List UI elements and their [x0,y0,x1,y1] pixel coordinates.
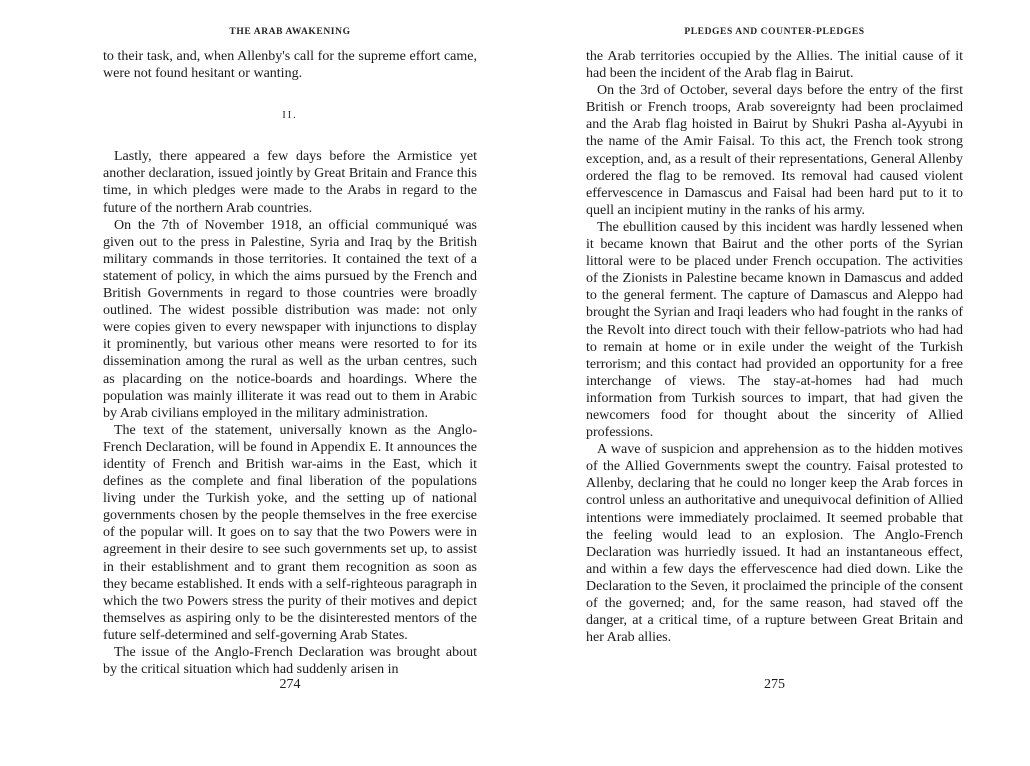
paragraph: On the 7th of November 1918, an official communiqué was given out to the press in Palestine, Syria and Iraq by the British military commands in those territories. It contained the text of a statement of policy, in which the aims pursued by the French and British Governments in regard to those countries were broadly outlined. The widest possible distribution was made: not only were copies given to every newspaper with injunctions to display it prominently, but various other means were resorted to for its dissemination among the rural as well as the urban centres, such as placarding on the notice-boards and hoardings. Where the population was mainly illiterate it was read out to them in Arabic by Arab civilians employed in the military administration. [103,217,477,421]
left-page-body [103,48,477,678]
running-head-left: THE ARAB AWAKENING [229,27,351,37]
paragraph: the Arab territories occupied by the Allies. The initial cause of it had been the incident of the Arab flag in Bairut. [586,49,963,82]
paragraph: The issue of the Anglo-French Declaration was brought about by the critical situation which had suddenly arisen in [103,645,477,678]
paragraph: The text of the statement, universally known as the Anglo-French Declaration, will be found in Appendix E. It announces the identity of French and British war-aims in the East, which it defines as the complete and final liberation of the populations living under the Turkish yoke, and the setting up of national governments chosen by the people themselves in the free exercise of the popular will. It goes on to say that the two Powers were in agreement in their desire to see such governments set up, to assist in their establishment and to grant them recognition as soon as they became established. It ends with a self-righteous paragraph in which the two Powers stress the purity of their motives and depict themselves as aspiring only to be the disinterested mentors of the future self-determined and self-governing Arab States. [103,422,477,643]
page-number-left: 274 [279,677,301,692]
running-head-right: PLEDGES AND COUNTER-PLEDGES [684,27,865,37]
section-number: II. [282,110,298,122]
page-number-right: 275 [764,677,785,692]
right-page-body [586,48,963,646]
paragraph: The ebullition caused by this incident was hardly lessened when it became known that Bairut and the other ports of the Syrian littoral were to be placed under French occupation. The activities of the Zionists in Palestine became known in Damascus and added to the general ferment. The capture of Damascus and Aleppo had brought the Syrian and Iraqi leaders who had fought in the ranks of the Revolt into direct touch with their fellow-patriots who had had to remain at home or in exile under the weight of the Turkish terrorism; and this contact had provided an opportunity for a free interchange of views. The stay-at-homes had had much information from Turkish sources to impart, that had given the newcomers food for thought about the sincerity of Allied professions. [586,219,963,441]
paragraph: Lastly, there appeared a few days before the Armistice yet another declaration, issued jointly by Great Britain and France this time, in which pledges were made to the Arabs in regard to the future of the northern Arab countries. [103,149,477,216]
paragraph: On the 3rd of October, several days before the entry of the first British or French troops, Arab sovereignty had been proclaimed and the Arab flag hoisted in Bairut by Shukri Pasha al-Ayyubi in the name of the Amir Faisal. To this act, the French took strong exception, and, as a result of their representations, General Allenby ordered the flag to be removed. Its removal had caused violent effervescence in Damascus and Faisal had been hard put to it to quell an incipient mutiny in the ranks of his army. [586,83,963,218]
paragraph: to their task, and, when Allenby's call for the supreme effort came, were not found hesitant or wanting. [103,49,477,82]
paragraph: A wave of suspicion and apprehension as to the hidden motives of the Allied Governments swept the country. Faisal protested to Allenby, declaring that he could no longer keep the Arab forces in control unless an authoritative and unequivocal definition of Allied intentions were immediately proclaimed. It seemed probable that the feeling would lead to an explosion. The Anglo-French Declaration was hurriedly issued. It had an instantaneous effect, and within a few days the effervescence had died down. Like the Declaration to the Seven, it proclaimed the principle of the consent of the governed; and, for the same reason, had staved off the danger, at a critical time, of a rupture between Great Britain and her Arab allies. [586,442,963,646]
